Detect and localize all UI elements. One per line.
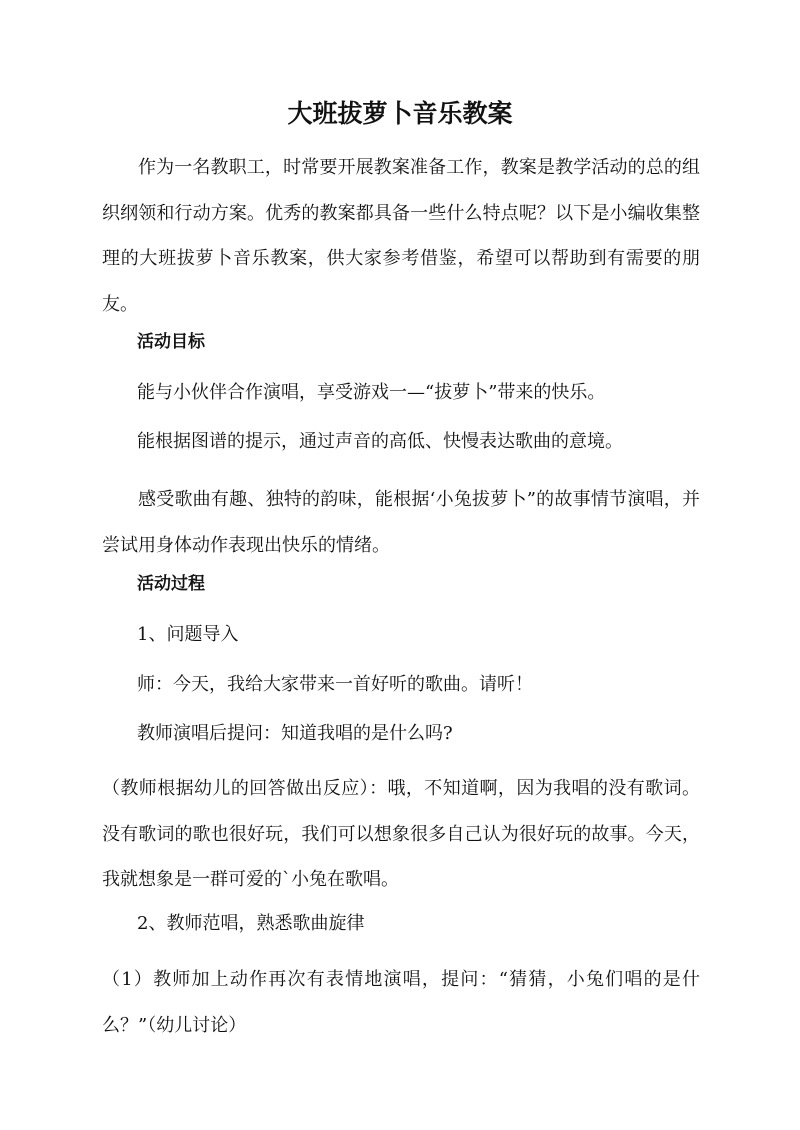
step1-line-2: 教师演唱后提问：知道我唱的是什么吗?	[137, 723, 453, 744]
section-heading-process: 活动过程	[137, 574, 205, 594]
goal-item-2: 能根据图谱的提示，通过声音的高低、快慢表达歌曲的意境。	[137, 431, 623, 452]
document-title: 大班拔萝卜音乐教案	[287, 99, 513, 128]
step1-title: 1、问题导入	[137, 624, 239, 645]
intro-paragraph: 作为一名教职工，时常要开展教案准备工作，教案是教学活动的总的组织纲领和行动方案。优秀的教案都具备一些什么特点呢？以下是小编收集整理的大班拔萝卜音乐教案，供大家参考借鉴，希望可以帮助到有需要的朋友。	[102, 157, 700, 315]
goal-item-1: 能与小伙伴合作演唱，享受游戏一—“拔萝卜”带来的快乐。	[137, 382, 606, 403]
step2-title: 2、教师范唱，熟悉歌曲旋律	[137, 913, 365, 934]
section-heading-goals: 活动目标	[137, 332, 205, 352]
step1-line-1: 师：今天，我给大家带来一首好听的歌曲。请听！	[137, 674, 533, 695]
teacher-response-paragraph: （教师根据幼儿的回答做出反应）：哦，不知道啊，因为我唱的没有歌词。没有歌词的歌也很好玩，我们可以想象很多自己认为很好玩的故事。今天，我就想象是一群可爱的`小兔在歌唱。	[102, 778, 700, 890]
step2-item-1: （1）教师加上动作再次有表情地演唱，提问：“猜猜，小兔们唱的是什么？”（幼儿讨论）	[102, 969, 700, 1036]
goal-item-3: 感受歌曲有趣、独特的韵味，能根据‘小兔拔萝卜”的故事情节演唱，并尝试用身体动作表现出快乐的情绪。	[102, 489, 700, 556]
